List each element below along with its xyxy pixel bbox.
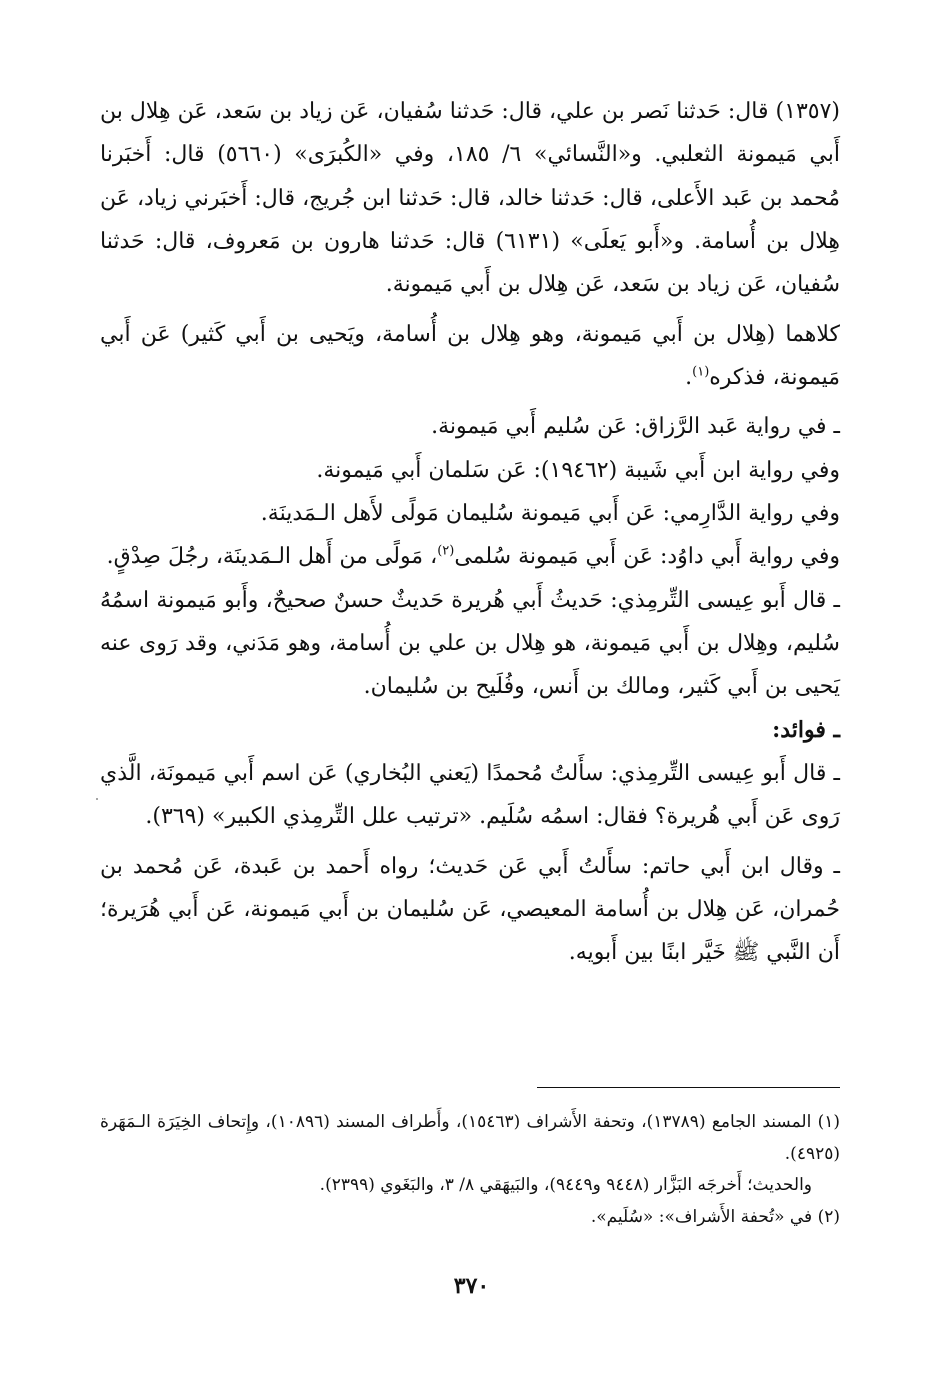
darimi-variant: وفي رواية الدَّارِمي: عَن أَبي مَيمونة سُليمان مَولًى لأَهل الـمَدينَة. [260, 500, 840, 526]
tirmidhi-grading-paragraph: ـ قال أَبو عِيسى التِّرمِذي: حَديثُ أَبي هُريرة حَديثٌ حسنٌ صحيحٌ، وأَبو مَيمونة اسمُهُ سُليم، وهِلال بن أَبي مَيمونة، هو هِلال بن علي بن أُسامة، وهو مَدَني، وقد رَوى عنه يَحيى بن أَبي كَثير، ومالك بن أَنس، وفُلَيح بن سُليمان. [100, 587, 840, 700]
ibn-abi-hatim-paragraph: ـ وقال ابن أَبي حاتم: سأَلتُ أَبي عَن حَديث؛ رواه أَحمد بن عَبدة، عَن مُحمد بن حُمران، عَن هِلال بن أُسامة المعيصي، عَن سُليمان بن أَبي مَيمونة، عَن أَبي هُرَيرة؛ أَن النَّبي ﷺ خَيَّر ابنًا بين أَبويه. [100, 853, 840, 966]
footnote-2: (٢) في «تُحفة الأَشراف»: «سُلَيم». [590, 1206, 840, 1227]
footnotes [100, 1107, 840, 1233]
ibn-abi-shaybah-variant: وفي رواية ابن أَبي شَيبة (١٩٤٦٢): عَن سَلمان أَبي مَيمونة. [316, 457, 840, 483]
benefits-heading: ـ فوائد: [772, 716, 840, 743]
paragraph-text: كلاهما (هِلال بن أَبي مَيمونة، وهو هِلال بن أُسامة، ويَحيى بن أَبي كَثير) عَن أَبي مَيمونة، فذكره [100, 321, 840, 390]
footnote-ref-1[interactable]: (١) [692, 364, 710, 380]
hadith-chain-paragraph: (١٣٥٧) قال: حَدثنا نَصر بن علي، قال: حَدثنا سُفيان، عَن زياد بن سَعد، عَن هِلال بن أَبي مَيمونة الثعلبي. و«النَّسائي» ٦/ ١٨٥، وفي «الكُبرَى» (٥٦٦٠) قال: أَخبَرنا مُحمد بن عَبد الأَعلى، قال: حَدثنا خالد، قال: حَدثنا ابن جُريج، قال: أَخبَرني زياد، عَن هِلال بن أُسامة. و«أَبو يَعلَى» (٦١٣١) قال: حَدثنا هارون بن مَعروف، قال: حَدثنا سُفيان، عَن زياد بن سَعد، عَن هِلال بن أَبي مَيمونة. [100, 99, 841, 298]
both-narrators-paragraph [100, 313, 840, 400]
tirmidhi-benefit-paragraph: ـ قال أَبو عِيسى التِّرمِذي: سأَلتُ مُحمدًا (يَعني البُخاري) عَن اسم أَبي مَيمونَة، الَّذي رَوى عَن أَبي هُريرة؟ فقال: اسمُه سُلَيم. «ترتيب علل التِّرمِذي الكبير» (٣٦٩). [100, 760, 840, 830]
main-text [100, 90, 840, 975]
footnote-1-continued: والحديث؛ أَخرجَه البَزَّار (٩٤٤٨ و٩٤٤٩)، والبَيهَقي ٨/ ٣، والبَغَوي (٢٣٩٩). [319, 1175, 812, 1196]
abdurrazzaq-variant: ـ في رواية عَبد الرَّزاق: عَن سُليم أَبي مَيمونة. [431, 414, 840, 440]
paragraph-text: وفي رواية أَبي داوُد: عَن أَبي مَيمونة سُلمى [454, 544, 840, 570]
abu-dawud-variant [100, 535, 840, 578]
paragraph-tail: ، مَولًى من أَهل الـمَدينَة، رجُلَ صِدْقٍ. [106, 544, 438, 570]
print-speck [96, 798, 98, 800]
footnote-ref-2[interactable]: (٢) [437, 543, 455, 559]
footnote-separator [537, 1087, 840, 1088]
paragraph-tail: . [685, 364, 693, 390]
footnote-1: (١) المسند الجامع (١٣٧٨٩)، وتحفة الأَشراف (١٥٤٦٣)، وأَطراف المسند (١٠٨٩٦)، وإِتحاف الخِيَرَة الـمَهَرة (٤٩٢٥). [100, 1112, 841, 1164]
page-number: ٣٧٠ [453, 1273, 490, 1299]
